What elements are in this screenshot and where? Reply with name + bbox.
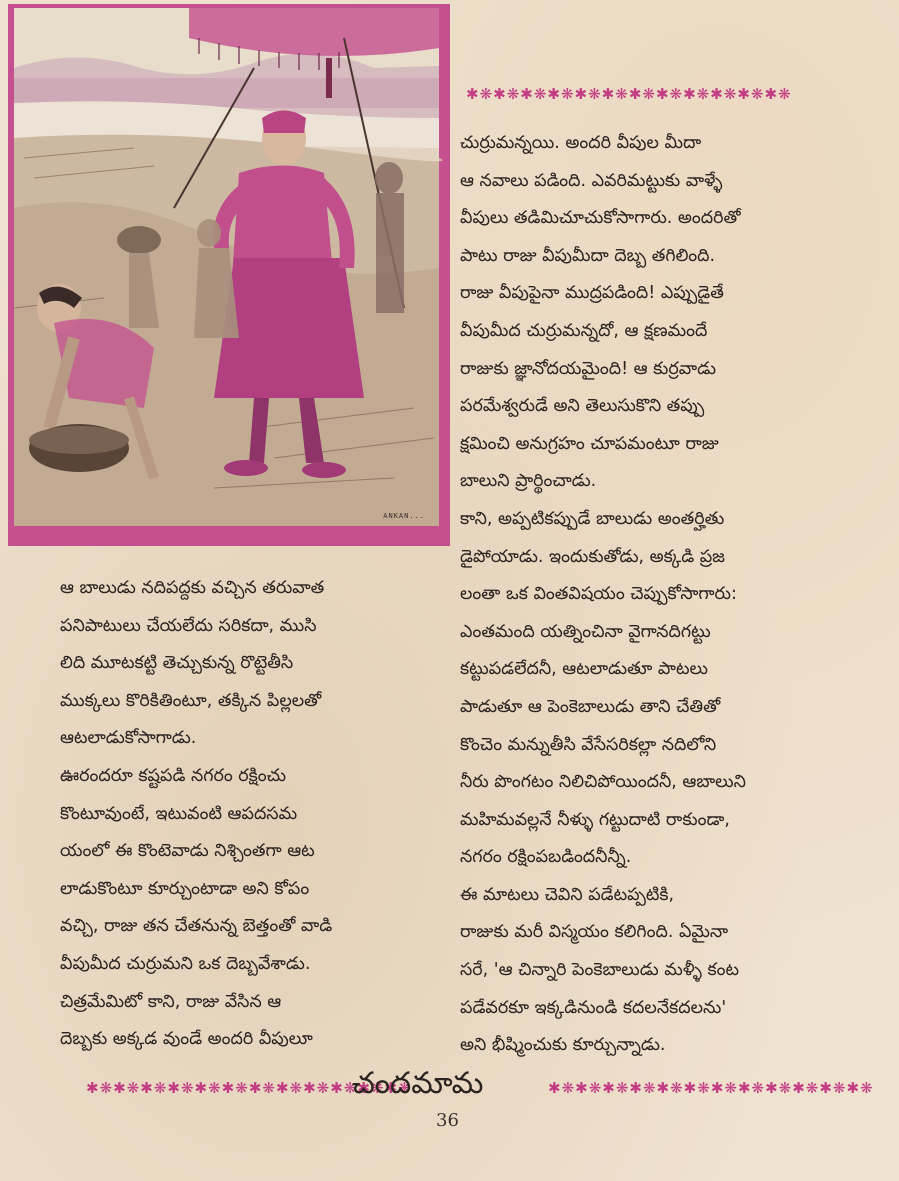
text-line: రాజుకు మరీ విస్మయం కలిగింది. ఏమైనా xyxy=(460,922,729,943)
page-number: 36 xyxy=(436,1110,459,1131)
text-line: క్షమించి అనుగ్రహం చూపమంటూ రాజు xyxy=(460,433,719,454)
ornamental-border-bottom-right: ✱❋✱❋✱❋✱❋✱❋✱❋✱❋✱❋✱❋✱❋✱❋✱❋ xyxy=(548,1079,874,1097)
text-line: ఈ మాటలు చెవిని పడేటప్పటికి, xyxy=(460,884,675,905)
text-line: నీరు పొంగటం నిలిచిపోయిందనీ, ఆబాలుని xyxy=(460,772,746,793)
text-line: ఆటలాడుకోసాగాడు. xyxy=(60,728,197,749)
text-line: ఆ నవాలు పడింది. ఎవరిమట్టుకు వాళ్ళే xyxy=(460,170,723,191)
text-line: బాలుని ప్రార్థించాడు. xyxy=(460,471,597,492)
illustration-frame xyxy=(14,8,439,526)
ornamental-border-bottom-left: ✱❋✱❋✱❋✱❋✱❋✱❋✱❋✱❋✱❋✱❋✱❋✱❋ xyxy=(86,1079,412,1097)
text-line: కొంచెం మన్నుతీసి వేసేసరికల్లా నదిలోని xyxy=(460,734,717,755)
left-text-column xyxy=(60,570,452,1059)
text-line: యంలో ఈ కొంటెవాడు నిశ్చింతగా ఆట xyxy=(60,841,315,862)
text-line: నగరం రక్షింపబడిందనీన్నీ. xyxy=(460,847,632,868)
text-line: కాని, అప్పటికప్పుడే బాలుడు అంతర్హితు xyxy=(460,508,725,529)
text-line: పాటు రాజు వీపుమీదా దెబ్బ తగిలింది. xyxy=(460,245,716,266)
text-line: పనిపాటులు చేయలేదు సరికదా, ముసి xyxy=(60,615,317,636)
text-line: పడేవరకూ ఇక్కడినుండి కదలనేకదలను' xyxy=(460,997,727,1018)
text-line: చుర్రుమన్నయి. అందరి వీపుల మీదా xyxy=(460,133,702,153)
text-line: దెబ్బకు అక్కడ వుండే అందరి వీపులూ xyxy=(60,1029,313,1050)
text-line: వీపులు తడిమిచూచుకోసాగారు. అందరితో xyxy=(460,208,741,229)
magazine-title: చందమామ xyxy=(352,1066,484,1101)
illustration-art xyxy=(14,8,439,526)
text-line: అని భీష్మించుకు కూర్చున్నాడు. xyxy=(460,1035,666,1056)
text-line: పాడుతూ ఆ పెంకెబాలుడు తాని చేతితో xyxy=(460,696,721,717)
text-line: వీపుమీద చుర్రుమన్నదో, ఆ క్షణమందే xyxy=(460,320,708,341)
text-line: లాడుకొంటూ కూర్చుంటాడా అని కోపం xyxy=(60,878,310,899)
ornamental-border-top: ✱❋✱❋✱❋✱❋✱❋✱❋✱❋✱❋✱❋✱❋✱❋✱❋ xyxy=(466,85,792,103)
text-line: లిది మూటకట్టి తెచ్చుకున్న రొట్టెతీసి xyxy=(60,653,294,674)
text-line: కొంటూవుంటే, ఇటువంటి ఆపదసమ xyxy=(60,803,298,824)
text-line: కట్టుపడలేదనీ, ఆటలాడుతూ పాటలు xyxy=(460,659,708,680)
text-line: సరే, 'ఆ చిన్నారి పెంకెబాలుడు మళ్ళీ కంట xyxy=(460,960,740,981)
text-line: రాజుకు జ్ఞానోదయమైంది! ఆ కుర్రవాడు xyxy=(460,358,717,379)
text-line: మహిమవల్లనే నీళ్ళు గట్టుదాటి రాకుండా, xyxy=(460,809,730,830)
right-text-column xyxy=(460,125,872,1065)
text-line: పరమేశ్వరుడే అని తెలుసుకొని తప్పు xyxy=(460,396,705,417)
text-line: ఆ బాలుడు నదిపద్దకు వచ్చిన తరువాత xyxy=(60,578,325,598)
text-line: వచ్చి, రాజు తన చేతనున్న బెత్తంతో వాడి xyxy=(60,916,333,937)
text-line: ముక్కలు కొరికితింటూ, తక్కిన పిల్లలతో xyxy=(60,690,322,711)
text-line: చిత్రమేమిటో కాని, రాజు వేసిన ఆ xyxy=(60,991,282,1012)
text-line: డైపోయాడు. ఇందుకుతోడు, అక్కడి ప్రజ xyxy=(460,546,725,567)
text-line: ఎంతమంది యత్నించినా వైగానదిగట్టు xyxy=(460,621,711,642)
artist-signature: ANKAN... xyxy=(383,512,425,520)
text-line: ఊరందరూ కష్టపడి నగరం రక్షించు xyxy=(60,765,287,786)
text-line: వీపుమీద చుర్రుమని ఒక దెబ్బవేశాడు. xyxy=(60,953,311,974)
text-line: లంతా ఒక వింతవిషయం చెప్పుకోసాగారు: xyxy=(460,584,737,605)
text-line: రాజు వీపుపైనా ముద్రపడింది! ఎప్పుడైతే xyxy=(460,283,724,304)
story-illustration xyxy=(8,4,450,546)
